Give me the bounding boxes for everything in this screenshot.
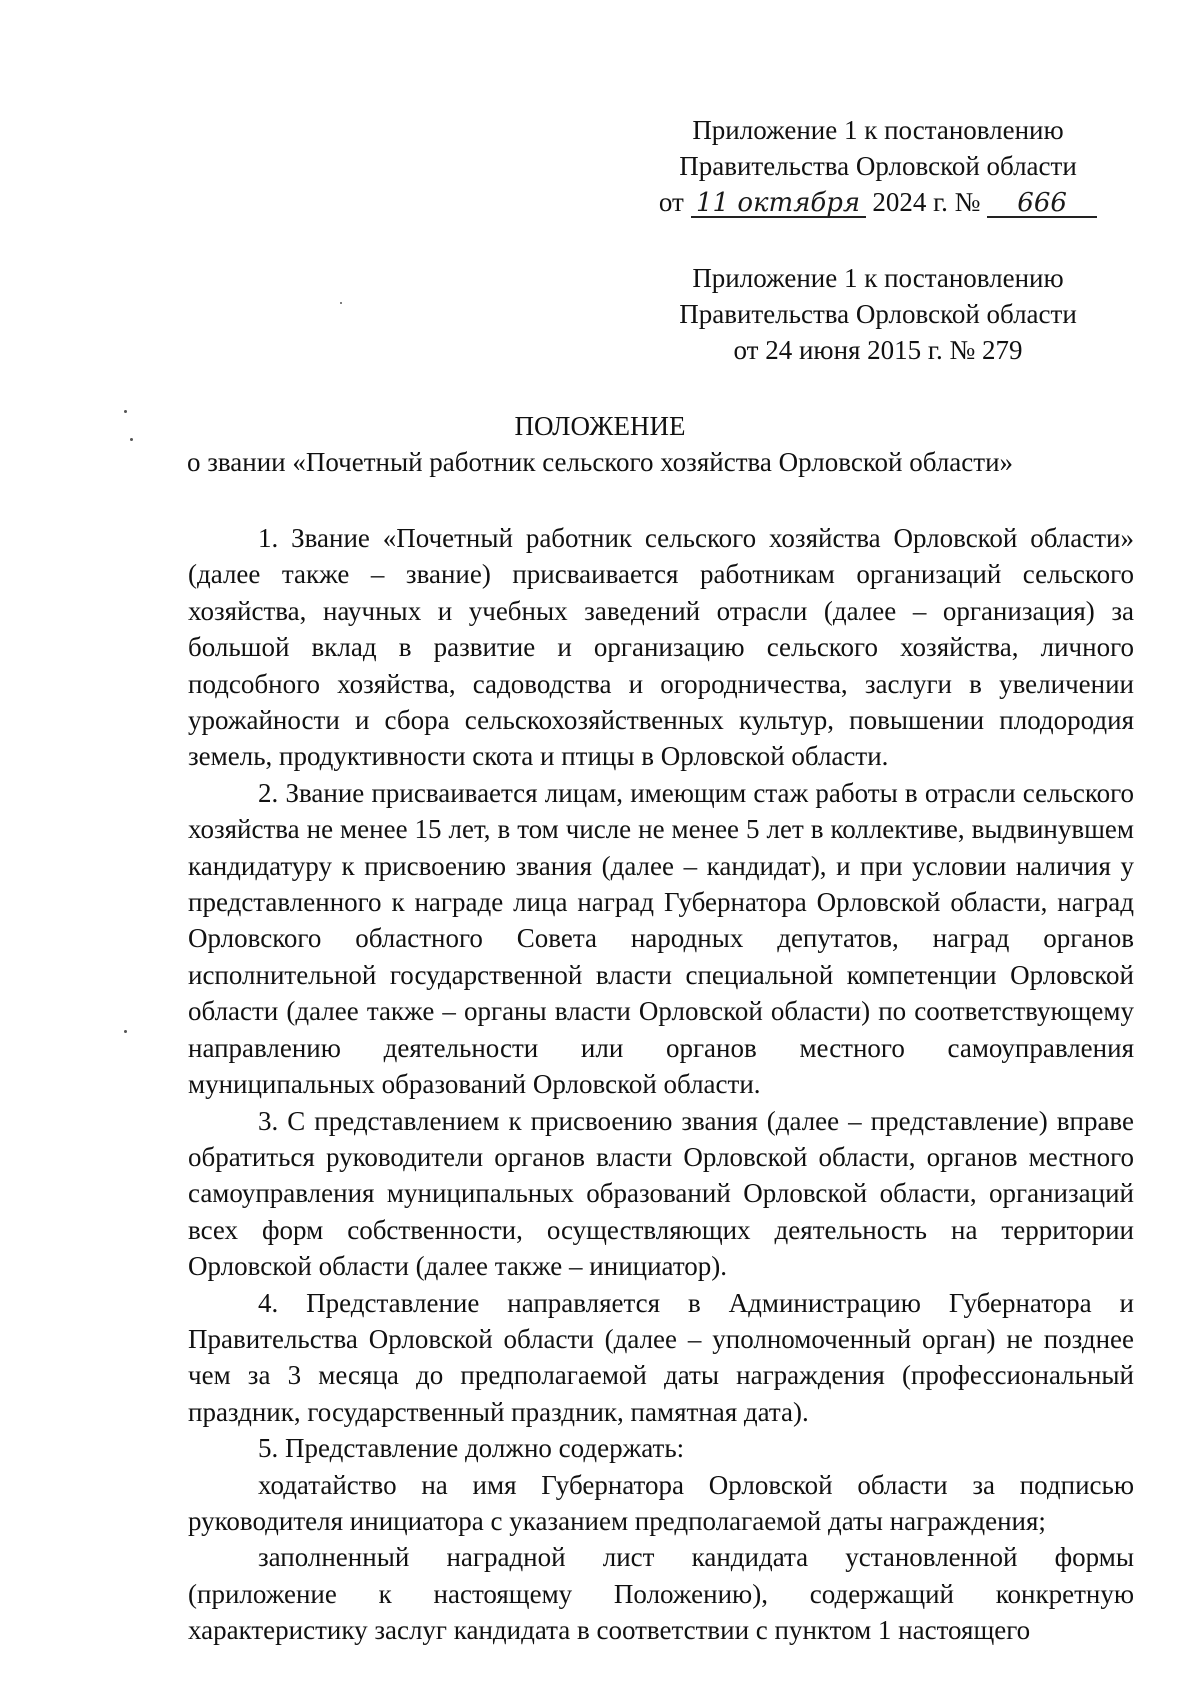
date-prefix: от: [658, 187, 684, 217]
handwritten-date: 11 октября: [691, 190, 866, 218]
appendix-date-line: [648, 184, 1108, 220]
scan-speck: [124, 410, 127, 413]
paragraph-1: 1. Звание «Почетный работник сельского хозяйства Орловской области» (далее также – звание) присваивается работникам организаций сельского хозяйства, научных и учебных заведений отрасли (далее – организация) за большой вклад в развитие и организацию сельского хозяйства, личного подсобного хозяйства, садоводства и огородничества, заслуги в увеличении урожайности и сбора сельскохозяйственных культур, повышении плодородия земель, продуктивности скота и птицы в Орловской области.: [188, 523, 1134, 772]
document-subtitle: о звании «Почетный работник сельского хозяйства Орловской области»: [186, 447, 1014, 477]
paragraph-3: 3. С представлением к присвоению звания (далее – представление) вправе обратиться руководители органов власти Орловской области, органов местного самоуправления муниципальных образований Орловской области, организаций всех форм собственности, осуществляющих деятельность на территории Орловской области (далее также – инициатор).: [188, 1105, 1134, 1282]
year-number-label: 2024 г. №: [872, 187, 981, 217]
scan-speck: [340, 302, 342, 304]
document-body: [188, 520, 1134, 1649]
appendix-old-line-2: Правительства Орловской области: [679, 299, 1077, 329]
handwritten-number: 666: [987, 190, 1097, 218]
appendix-old-line-3: от 24 июня 2015 г. № 279: [733, 335, 1023, 365]
appendix-header-new: [648, 112, 1108, 220]
paragraph-2: 2. Звание присваивается лицам, имеющим стаж работы в отрасли сельского хозяйства не менее 15 лет, в том числе не менее 5 лет в коллективе, выдвинувшем кандидатуру к присвоению звания (далее – кандидат), и при условии наличия у представленного к награде лица наград Губернатора Орловской области, наград Орловского областного Совета народных депутатов, наград органов исполнительной государственной власти специальной компетенции Орловской области (далее также – органы власти Орловской области) по соответствующему направлению деятельности или органов местного самоуправления муниципальных образований Орловской области.: [188, 777, 1134, 1100]
paragraph-5: 5. Представление должно содержать:: [258, 1433, 685, 1464]
paragraph-5-item-1: ходатайство на имя Губернатора Орловской области за подписью руководителя инициатора с указанием предполагаемой даты награждения;: [188, 1469, 1134, 1536]
paragraph-5-item-2: заполненный наградной лист кандидата установленной формы (приложение к настоящему Положению), содержащий конкретную характеристику заслуг кандидата в соответствии с пунктом 1 настоящего: [188, 1542, 1134, 1646]
paragraph-4: 4. Представление направляется в Администрацию Губернатора и Правительства Орловской области (далее – уполномоченный орган) не позднее чем за 3 месяца до предполагаемой даты награждения (профессиональный праздник, государственный праздник, памятная дата).: [188, 1287, 1134, 1427]
appendix-header-old: [648, 260, 1108, 368]
document-title: ПОЛОЖЕНИЕ: [514, 411, 686, 441]
scan-speck: [124, 1030, 127, 1033]
appendix-old-line-1: Приложение 1 к постановлению: [692, 263, 1064, 293]
appendix-line-2: Правительства Орловской области: [679, 151, 1077, 181]
appendix-line-1: Приложение 1 к постановлению: [692, 115, 1064, 145]
scan-speck: [130, 438, 133, 441]
